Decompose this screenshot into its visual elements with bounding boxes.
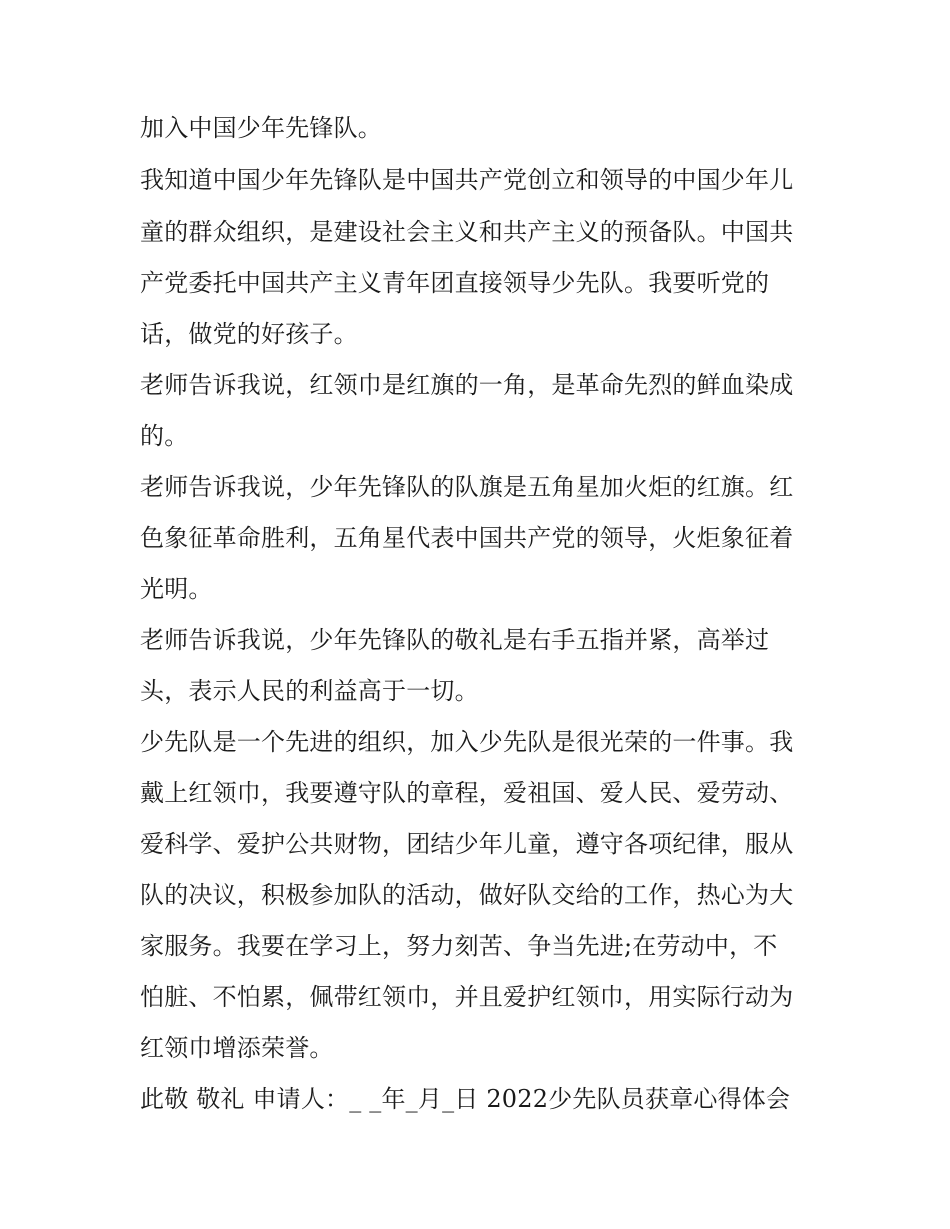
text-line-9: 色象征革命胜利，五角星代表中国共产党的领导，火炬象征着	[140, 524, 794, 552]
text-line-8: 老师告诉我说，少年先锋队的队旗是五角星加火炬的红旗。红	[140, 473, 794, 501]
text-line-19: 红领巾增添荣誉。	[140, 1034, 334, 1062]
text-line-14: 戴上红领巾，我要遵守队的章程，爱祖国、爱人民、爱劳动、	[140, 779, 794, 807]
text-line-11: 老师告诉我说，少年先锋队的敬礼是右手五指并紧，高举过	[140, 626, 770, 654]
text-line-12: 头，表示人民的利益高于一切。	[140, 677, 479, 705]
text-line-13: 少先队是一个先进的组织，加入少先队是很光荣的一件事。我	[140, 728, 794, 756]
text-line-16: 队的决议，积极参加队的活动，做好队交给的工作，热心为大	[140, 881, 794, 909]
text-line-20: 此敬 敬礼 申请人：_ _年_月_日 2022少先队员获章心得体会	[140, 1085, 791, 1113]
text-line-2: 我知道中国少年先锋队是中国共产党创立和领导的中国少年儿	[140, 166, 794, 194]
text-line-7: 的。	[140, 422, 189, 450]
text-line-15: 爱科学、爱护公共财物，团结少年儿童，遵守各项纪律，服从	[140, 830, 794, 858]
text-line-17: 家服务。我要在学习上，努力刻苦、争当先进;在劳动中，不	[140, 932, 778, 960]
text-line-3: 童的群众组织，是建设社会主义和共产主义的预备队。中国共	[140, 218, 794, 246]
text-line-1: 加入中国少年先锋队。	[140, 114, 382, 142]
text-line-10: 光明。	[140, 575, 213, 603]
text-line-5: 话，做党的好孩子。	[140, 320, 358, 348]
text-line-4: 产党委托中国共产主义青年团直接领导少先队。我要听党的	[140, 269, 770, 297]
text-line-18: 怕脏、不怕累，佩带红领巾，并且爱护红领巾，用实际行动为	[140, 983, 794, 1011]
text-line-6: 老师告诉我说，红领巾是红旗的一角，是革命先烈的鲜血染成	[140, 371, 794, 399]
